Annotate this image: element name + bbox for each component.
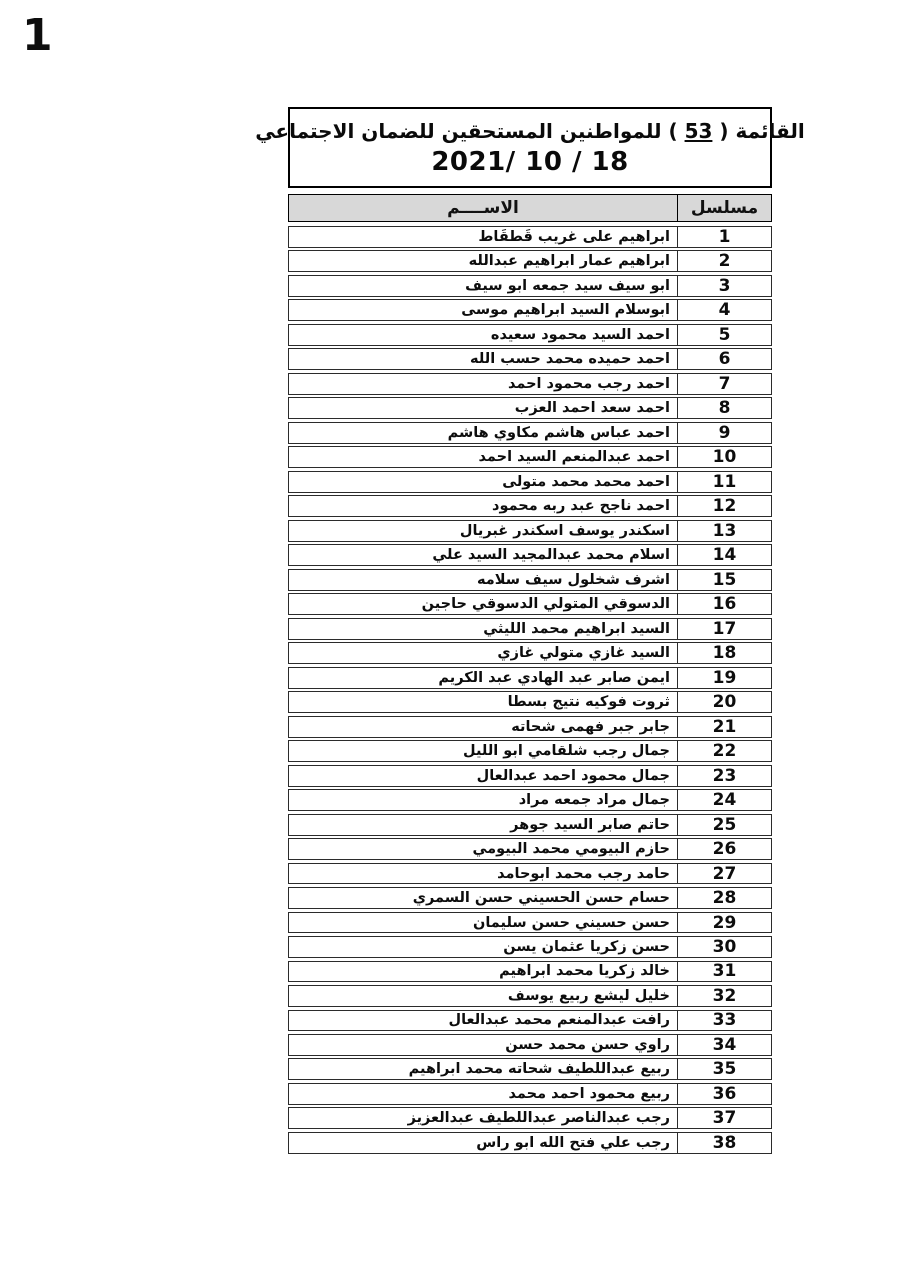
column-header-row bbox=[288, 194, 772, 222]
row-serial: 37 bbox=[677, 1108, 771, 1128]
row-name: جمال رجب شلقامي ابو الليل bbox=[463, 743, 670, 760]
row-name: جمال مراد جمعه مراد bbox=[518, 792, 670, 809]
row-serial: 12 bbox=[677, 496, 771, 516]
table-row bbox=[288, 887, 772, 909]
row-serial: 27 bbox=[677, 864, 771, 884]
table-row bbox=[288, 716, 772, 738]
row-serial: 8 bbox=[677, 398, 771, 418]
list-date: 2021/ 10 / 18 bbox=[431, 146, 629, 177]
row-name: ايمن صابر عبد الهادي عبد الكريم bbox=[438, 669, 670, 686]
row-name: احمد محمد محمد متولى bbox=[502, 473, 670, 490]
row-name: حسام حسن الحسيني حسن السمري bbox=[412, 890, 670, 907]
row-name: حازم البيومي محمد البيومي bbox=[472, 841, 670, 858]
row-serial: 5 bbox=[677, 325, 771, 345]
row-serial: 29 bbox=[677, 913, 771, 933]
row-serial: 2 bbox=[677, 251, 771, 271]
row-serial: 13 bbox=[677, 521, 771, 541]
row-name: راوي حسن محمد حسن bbox=[505, 1036, 670, 1053]
row-serial: 7 bbox=[677, 374, 771, 394]
row-name: احمد السيد محمود سعيده bbox=[490, 326, 670, 343]
table-body bbox=[288, 226, 772, 1154]
serial-column-header: مسلسل bbox=[677, 195, 771, 221]
table-row bbox=[288, 348, 772, 370]
row-name: جابر جبر فهمى شحاته bbox=[511, 718, 670, 735]
row-name: احمد سعد احمد العزب bbox=[514, 400, 670, 417]
table-row bbox=[288, 912, 772, 934]
row-serial: 11 bbox=[677, 472, 771, 492]
table-row bbox=[288, 642, 772, 664]
table-row bbox=[288, 471, 772, 493]
row-name: السيد ابراهيم محمد الليثي bbox=[483, 620, 670, 637]
table-row bbox=[288, 446, 772, 468]
row-name: احمد عبدالمنعم السيد احمد bbox=[478, 449, 670, 466]
table-row bbox=[288, 740, 772, 762]
row-name: احمد عباس هاشم مكاوي هاشم bbox=[447, 424, 670, 441]
table-row bbox=[288, 618, 772, 640]
row-name: جمال محمود احمد عبدالعال bbox=[476, 767, 670, 784]
row-serial: 1 bbox=[677, 227, 771, 247]
row-serial: 20 bbox=[677, 692, 771, 712]
row-serial: 19 bbox=[677, 668, 771, 688]
table-row bbox=[288, 544, 772, 566]
row-serial: 14 bbox=[677, 545, 771, 565]
row-name: حامد رجب محمد ابوحامد bbox=[497, 865, 670, 882]
row-name: اسلام محمد عبدالمجيد السيد علي bbox=[432, 547, 670, 564]
list-title-suffix: ) للمواطنين المستحقين للضمان الاجتماعي bbox=[255, 118, 685, 143]
table-row bbox=[288, 936, 772, 958]
row-name: احمد ناجح عبد ربه محمود bbox=[492, 498, 670, 515]
table-row bbox=[288, 495, 772, 517]
row-name: اسكندر يوسف اسكندر غبريال bbox=[459, 522, 670, 539]
table-row bbox=[288, 226, 772, 248]
row-name: ابراهيم عمار ابراهيم عبدالله bbox=[468, 253, 670, 270]
row-serial: 9 bbox=[677, 423, 771, 443]
row-serial: 21 bbox=[677, 717, 771, 737]
row-name: اشرف شخلول سيف سلامه bbox=[476, 571, 670, 588]
row-name: الدسوقي المتولي الدسوقي حاجين bbox=[421, 596, 670, 613]
row-name: حاتم صابر السيد جوهر bbox=[510, 816, 670, 833]
row-name: ربيع عبداللطيف شحاته محمد ابراهيم bbox=[408, 1061, 670, 1078]
table-row bbox=[288, 520, 772, 542]
row-name: حسن زكريا عثمان يسن bbox=[503, 938, 670, 955]
row-serial: 33 bbox=[677, 1011, 771, 1031]
table-row bbox=[288, 593, 772, 615]
row-name: رجب علي فتح الله ابو راس bbox=[476, 1134, 670, 1151]
row-serial: 3 bbox=[677, 276, 771, 296]
row-name: خليل ليشع ربيع يوسف bbox=[507, 987, 670, 1004]
row-serial: 23 bbox=[677, 766, 771, 786]
row-name: خالد زكريا محمد ابراهيم bbox=[499, 963, 670, 980]
table-row bbox=[288, 569, 772, 591]
row-name: السيد غازي متولي غازي bbox=[497, 645, 670, 662]
row-name: حسن حسيني حسن سليمان bbox=[472, 914, 670, 931]
row-name: ابو سيف سيد جمعه ابو سيف bbox=[465, 277, 670, 294]
list-number: 53 bbox=[684, 118, 713, 143]
row-serial: 10 bbox=[677, 447, 771, 467]
list-title-box bbox=[255, 107, 805, 188]
table-row bbox=[288, 691, 772, 713]
row-name: ثروت فوكيه نتيج بسطا bbox=[507, 694, 670, 711]
list-title bbox=[255, 117, 805, 146]
row-serial: 31 bbox=[677, 962, 771, 982]
table-row bbox=[288, 250, 772, 272]
table-row bbox=[288, 863, 772, 885]
table-row bbox=[288, 985, 772, 1007]
table-row bbox=[288, 299, 772, 321]
table-row bbox=[288, 324, 772, 346]
table-row bbox=[288, 1083, 772, 1105]
table-row bbox=[288, 397, 772, 419]
row-serial: 38 bbox=[677, 1133, 771, 1153]
table-row bbox=[288, 1107, 772, 1129]
row-name: احمد حميده محمد حسب الله bbox=[470, 351, 670, 368]
row-serial: 26 bbox=[677, 839, 771, 859]
page-number: 1 bbox=[22, 10, 53, 61]
row-name: رافت عبدالمنعم محمد عبدالعال bbox=[448, 1012, 670, 1029]
list-title-prefix: القائمة ( bbox=[712, 118, 805, 143]
table-row bbox=[288, 422, 772, 444]
row-name: احمد رجب محمود احمد bbox=[507, 375, 670, 392]
row-name: ابراهيم على غريب قَطقَاط bbox=[478, 228, 670, 245]
table-row bbox=[288, 789, 772, 811]
table-row bbox=[288, 1010, 772, 1032]
row-name: رجب عبدالناصر عبداللطيف عبدالعزيز bbox=[407, 1110, 670, 1127]
table-row bbox=[288, 1034, 772, 1056]
social-security-list-table bbox=[255, 107, 805, 1154]
row-name: ربيع محمود احمد محمد bbox=[508, 1085, 670, 1102]
row-serial: 35 bbox=[677, 1059, 771, 1079]
row-serial: 30 bbox=[677, 937, 771, 957]
name-column-header: الاســــم bbox=[447, 198, 519, 218]
table-row bbox=[288, 961, 772, 983]
row-serial: 34 bbox=[677, 1035, 771, 1055]
row-serial: 15 bbox=[677, 570, 771, 590]
row-serial: 6 bbox=[677, 349, 771, 369]
row-serial: 17 bbox=[677, 619, 771, 639]
table-row bbox=[288, 667, 772, 689]
table-row bbox=[288, 1058, 772, 1080]
table-row bbox=[288, 765, 772, 787]
row-serial: 22 bbox=[677, 741, 771, 761]
row-serial: 16 bbox=[677, 594, 771, 614]
table-row bbox=[288, 1132, 772, 1154]
table-row bbox=[288, 373, 772, 395]
row-serial: 24 bbox=[677, 790, 771, 810]
row-serial: 18 bbox=[677, 643, 771, 663]
table-row bbox=[288, 275, 772, 297]
table-row bbox=[288, 838, 772, 860]
row-serial: 4 bbox=[677, 300, 771, 320]
row-serial: 32 bbox=[677, 986, 771, 1006]
table-row bbox=[288, 814, 772, 836]
row-serial: 25 bbox=[677, 815, 771, 835]
row-name: ابوسلام السيد ابراهيم موسى bbox=[461, 302, 670, 319]
row-serial: 28 bbox=[677, 888, 771, 908]
row-serial: 36 bbox=[677, 1084, 771, 1104]
